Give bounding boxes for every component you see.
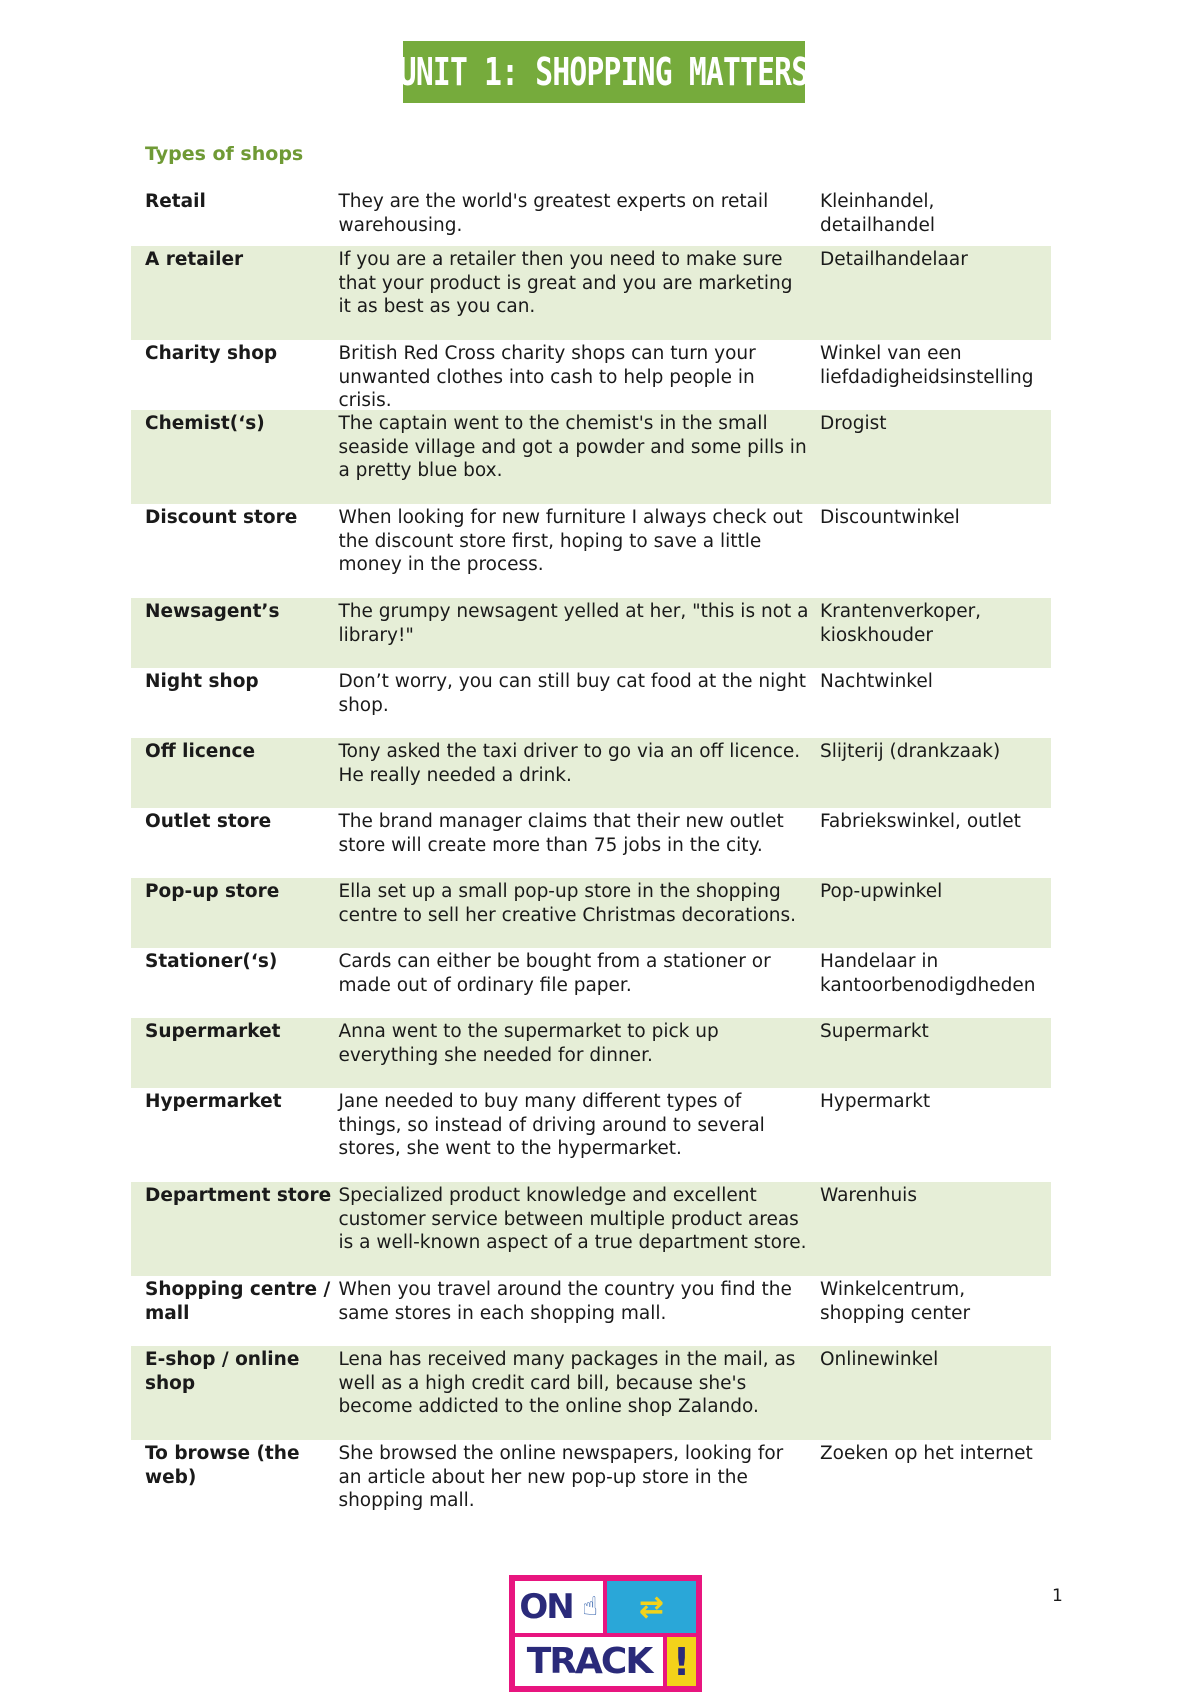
term-cell: Discount store xyxy=(145,507,298,528)
example-cell: When looking for new furniture I always check out the discount store first, hoping to save a little money in the process. xyxy=(338,507,803,575)
example-cell: When you travel around the country you find the same stores in each shopping mall. xyxy=(338,1279,792,1324)
table-row xyxy=(131,668,1051,738)
table-row xyxy=(131,1018,1051,1088)
table-row xyxy=(131,738,1051,808)
example-cell: The grumpy newsagent yelled at her, "this is not a library!" xyxy=(338,601,809,646)
exclamation-icon: ! xyxy=(667,1637,696,1686)
arrows-icon: ⇄ xyxy=(607,1581,696,1633)
translation-cell: Hypermarkt xyxy=(819,1091,931,1112)
example-cell: Ella set up a small pop-up store in the shopping centre to sell her creative Christmas decorations. xyxy=(338,881,797,926)
term-cell: Newsagent’s xyxy=(145,601,280,622)
term-cell: Outlet store xyxy=(145,811,272,832)
translation-cell: Kleinhandel, detailhandel xyxy=(819,191,936,236)
translation-cell: Zoeken op het internet xyxy=(819,1443,1033,1464)
table-row xyxy=(131,1440,1051,1522)
translation-cell: Supermarkt xyxy=(819,1021,929,1042)
example-cell: Cards can either be bought from a stationer or made out of ordinary file paper. xyxy=(338,951,771,996)
term-cell: Charity shop xyxy=(145,343,278,364)
example-cell: Lena has received many packages in the mail, as well as a high credit card bill, because she's become addicted to the online shop Zalando. xyxy=(338,1349,796,1417)
table-row xyxy=(131,808,1051,878)
table-row xyxy=(131,878,1051,948)
term-cell: Stationer(‘s) xyxy=(145,951,278,972)
example-cell: If you are a retailer then you need to make sure that your product is great and you are marketing it as best as you can. xyxy=(338,249,793,317)
example-cell: Specialized product knowledge and excellent customer service between multiple product areas is a well-known aspect of a true department store. xyxy=(338,1185,807,1253)
table-row xyxy=(131,948,1051,1018)
page-number: 1 xyxy=(1052,1586,1063,1606)
term-cell: E-shop / online shop xyxy=(145,1349,300,1394)
logo-track-text: TRACK xyxy=(515,1637,663,1686)
example-cell: Don’t worry, you can still buy cat food at the night shop. xyxy=(338,671,806,716)
example-cell: British Red Cross charity shops can turn your unwanted clothes into cash to help people in crisis. xyxy=(338,343,756,411)
table-row xyxy=(131,1088,1051,1182)
example-cell: She browsed the online newspapers, looking for an article about her new pop-up store in the shopping mall. xyxy=(338,1443,784,1511)
hand-icon: ☝ xyxy=(577,1581,603,1633)
term-cell: Hypermarket xyxy=(145,1091,282,1112)
unit-title: UNIT 1: SHOPPING MATTERS xyxy=(399,50,809,94)
table-row xyxy=(131,410,1051,504)
translation-cell: Nachtwinkel xyxy=(819,671,933,692)
term-cell: Pop-up store xyxy=(145,881,280,902)
translation-cell: Slijterij (drankzaak) xyxy=(819,741,1001,762)
section-title: Types of shops xyxy=(145,143,304,165)
example-cell: The brand manager claims that their new outlet store will create more than 75 jobs in the city. xyxy=(338,811,784,856)
table-row xyxy=(131,340,1051,410)
translation-cell: Winkelcentrum, shopping center xyxy=(819,1279,971,1324)
table-row xyxy=(131,188,1051,246)
term-cell: To browse (the web) xyxy=(145,1443,300,1488)
table-row xyxy=(131,246,1051,340)
example-cell: Anna went to the supermarket to pick up everything she needed for dinner. xyxy=(338,1021,719,1066)
example-cell: Tony asked the taxi driver to go via an off licence. He really needed a drink. xyxy=(338,741,801,786)
logo-on-text: ON xyxy=(515,1581,577,1633)
table-row xyxy=(131,1276,1051,1346)
example-cell: They are the world's greatest experts on retail warehousing. xyxy=(338,191,769,236)
translation-cell: Warenhuis xyxy=(819,1185,917,1206)
term-cell: Retail xyxy=(145,191,206,212)
example-cell: The captain went to the chemist's in the small seaside village and got a powder and some pills in a pretty blue box. xyxy=(338,413,807,481)
unit-title-banner xyxy=(399,41,809,103)
vocabulary-table xyxy=(131,188,1051,1522)
term-cell: A retailer xyxy=(145,249,244,270)
table-row xyxy=(131,1346,1051,1440)
term-cell: Off licence xyxy=(145,741,256,762)
translation-cell: Pop-upwinkel xyxy=(819,881,943,902)
table-row xyxy=(131,598,1051,668)
translation-cell: Handelaar in kantoorbenodigdheden xyxy=(819,951,1036,996)
term-cell: Department store xyxy=(145,1185,332,1206)
table-row xyxy=(131,1182,1051,1276)
term-cell: Shopping centre / mall xyxy=(145,1279,331,1324)
translation-cell: Winkel van een liefdadigheidsinstelling xyxy=(819,343,1034,388)
translation-cell: Fabriekswinkel, outlet xyxy=(819,811,1021,832)
translation-cell: Krantenverkoper, kioskhouder xyxy=(819,601,982,646)
table-row xyxy=(131,504,1051,598)
term-cell: Supermarket xyxy=(145,1021,281,1042)
translation-cell: Detailhandelaar xyxy=(819,249,968,270)
example-cell: Jane needed to buy many different types of things, so instead of driving around to several stores, she went to the hypermarket. xyxy=(338,1091,765,1159)
translation-cell: Discountwinkel xyxy=(819,507,960,528)
term-cell: Chemist(‘s) xyxy=(145,413,265,434)
term-cell: Night shop xyxy=(145,671,259,692)
translation-cell: Onlinewinkel xyxy=(819,1349,939,1370)
on-track-logo xyxy=(509,1575,702,1692)
translation-cell: Drogist xyxy=(819,413,887,434)
